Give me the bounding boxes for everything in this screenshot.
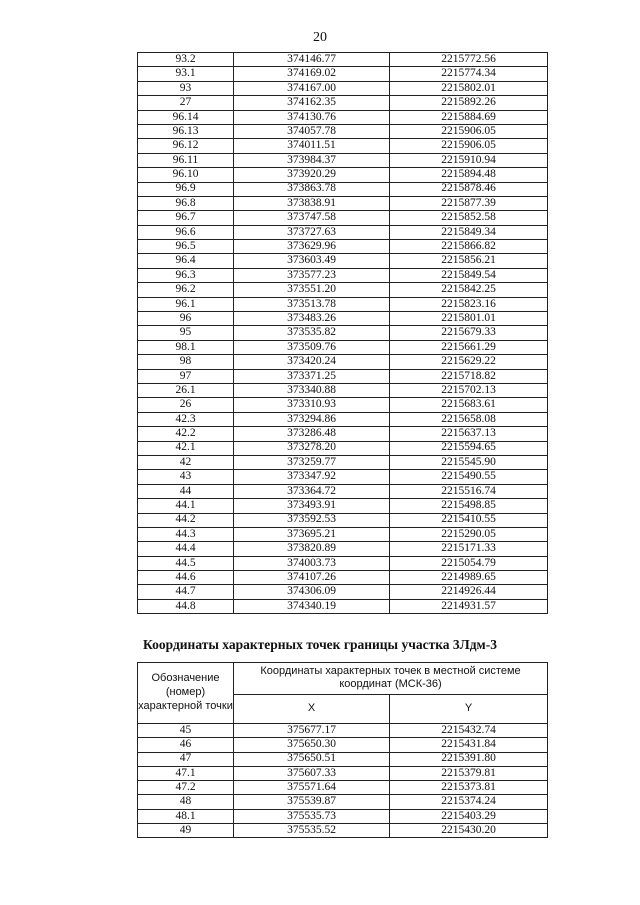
- table-row: [138, 326, 548, 340]
- point-id-cell: 96.10: [138, 168, 234, 182]
- y-coordinate-cell: 2215774.34: [390, 67, 548, 81]
- point-id-cell: 96.2: [138, 283, 234, 297]
- y-coordinate-cell: 2215594.65: [390, 441, 548, 455]
- table-row: [138, 484, 548, 498]
- table-row: [138, 211, 548, 225]
- y-coordinate-cell: 2215894.48: [390, 168, 548, 182]
- y-coordinate-cell: 2215878.46: [390, 182, 548, 196]
- table-row: [138, 340, 548, 354]
- y-coordinate-cell: 2215802.01: [390, 81, 548, 95]
- x-coordinate-cell: 374146.77: [234, 53, 390, 67]
- table-row: [138, 67, 548, 81]
- table-row: [138, 781, 548, 795]
- table-row: [138, 196, 548, 210]
- table-row: [138, 124, 548, 138]
- x-coordinate-cell: 373278.20: [234, 441, 390, 455]
- x-coordinate-cell: 373364.72: [234, 484, 390, 498]
- y-coordinate-cell: 2215379.81: [390, 766, 548, 780]
- x-coordinate-cell: 375607.33: [234, 766, 390, 780]
- x-coordinate-cell: 373483.26: [234, 312, 390, 326]
- x-coordinate-cell: 374167.00: [234, 81, 390, 95]
- table-row: [138, 441, 548, 455]
- point-id-cell: 96.14: [138, 110, 234, 124]
- point-id-cell: 96: [138, 312, 234, 326]
- coordinates-table-body: [138, 724, 548, 838]
- x-coordinate-cell: 373577.23: [234, 268, 390, 282]
- point-id-cell: 96.13: [138, 124, 234, 138]
- y-coordinate-cell: 2215403.29: [390, 809, 548, 823]
- coordinates-table-3ldm-3: [137, 662, 548, 838]
- point-id-cell: 48.1: [138, 809, 234, 823]
- coordinates-table-body: [138, 53, 548, 614]
- point-id-cell: 47.1: [138, 766, 234, 780]
- x-coordinate-cell: 373371.25: [234, 369, 390, 383]
- point-id-cell: 42.3: [138, 412, 234, 426]
- y-coordinate-cell: 2215866.82: [390, 240, 548, 254]
- point-id-cell: 44.7: [138, 585, 234, 599]
- point-id-cell: 44.1: [138, 499, 234, 513]
- point-id-cell: 27: [138, 96, 234, 110]
- table-row: [138, 398, 548, 412]
- table-row: [138, 268, 548, 282]
- x-coordinate-cell: 373695.21: [234, 527, 390, 541]
- table-row: [138, 556, 548, 570]
- point-id-cell: 98.1: [138, 340, 234, 354]
- point-id-cell: 47.2: [138, 781, 234, 795]
- table-row: [138, 96, 548, 110]
- header-coordinates-system: Координаты характерных точек в местной системе координат (МСК-36): [234, 663, 548, 695]
- y-coordinate-cell: 2214989.65: [390, 571, 548, 585]
- x-coordinate-cell: 375539.87: [234, 795, 390, 809]
- x-coordinate-cell: 373493.91: [234, 499, 390, 513]
- table-row: [138, 455, 548, 469]
- table-row: [138, 369, 548, 383]
- x-coordinate-cell: 375650.30: [234, 738, 390, 752]
- x-coordinate-cell: 374107.26: [234, 571, 390, 585]
- x-coordinate-cell: 373310.93: [234, 398, 390, 412]
- x-coordinate-cell: 373747.58: [234, 211, 390, 225]
- point-id-cell: 44.2: [138, 513, 234, 527]
- y-coordinate-cell: 2215856.21: [390, 254, 548, 268]
- table-row: [138, 585, 548, 599]
- point-id-cell: 96.5: [138, 240, 234, 254]
- x-coordinate-cell: 373340.88: [234, 383, 390, 397]
- y-coordinate-cell: 2215892.26: [390, 96, 548, 110]
- y-coordinate-cell: 2215545.90: [390, 455, 548, 469]
- table-row: [138, 240, 548, 254]
- y-coordinate-cell: 2215884.69: [390, 110, 548, 124]
- point-id-cell: 42.2: [138, 427, 234, 441]
- point-id-cell: 26.1: [138, 383, 234, 397]
- x-coordinate-cell: 373984.37: [234, 153, 390, 167]
- table-row: [138, 355, 548, 369]
- table-row: [138, 571, 548, 585]
- y-coordinate-cell: 2215906.05: [390, 124, 548, 138]
- table-row: [138, 499, 548, 513]
- y-coordinate-cell: 2215679.33: [390, 326, 548, 340]
- header-x: X: [234, 694, 390, 723]
- x-coordinate-cell: 374306.09: [234, 585, 390, 599]
- y-coordinate-cell: 2215431.84: [390, 738, 548, 752]
- y-coordinate-cell: 2215410.55: [390, 513, 548, 527]
- x-coordinate-cell: 375535.73: [234, 809, 390, 823]
- y-coordinate-cell: 2215661.29: [390, 340, 548, 354]
- y-coordinate-cell: 2214931.57: [390, 599, 548, 613]
- table-row: [138, 513, 548, 527]
- point-id-cell: 96.11: [138, 153, 234, 167]
- table-row: [138, 225, 548, 239]
- y-coordinate-cell: 2215498.85: [390, 499, 548, 513]
- point-id-cell: 42: [138, 455, 234, 469]
- y-coordinate-cell: 2215702.13: [390, 383, 548, 397]
- point-id-cell: 44.4: [138, 542, 234, 556]
- y-coordinate-cell: 2215683.61: [390, 398, 548, 412]
- point-id-cell: 47: [138, 752, 234, 766]
- x-coordinate-cell: 373347.92: [234, 470, 390, 484]
- point-id-cell: 43: [138, 470, 234, 484]
- table-row: [138, 599, 548, 613]
- x-coordinate-cell: 374169.02: [234, 67, 390, 81]
- point-id-cell: 44.6: [138, 571, 234, 585]
- x-coordinate-cell: 373535.82: [234, 326, 390, 340]
- table-row: [138, 110, 548, 124]
- table-row: [138, 542, 548, 556]
- x-coordinate-cell: 373629.96: [234, 240, 390, 254]
- x-coordinate-cell: 375535.52: [234, 824, 390, 838]
- point-id-cell: 45: [138, 724, 234, 738]
- point-id-cell: 93: [138, 81, 234, 95]
- table-row: [138, 297, 548, 311]
- point-id-cell: 96.6: [138, 225, 234, 239]
- point-id-cell: 44: [138, 484, 234, 498]
- table-row: [138, 795, 548, 809]
- y-coordinate-cell: 2215910.94: [390, 153, 548, 167]
- table-row: [138, 738, 548, 752]
- x-coordinate-cell: 373551.20: [234, 283, 390, 297]
- x-coordinate-cell: 374011.51: [234, 139, 390, 153]
- y-coordinate-cell: 2215432.74: [390, 724, 548, 738]
- table-row: [138, 139, 548, 153]
- y-coordinate-cell: 2215171.33: [390, 542, 548, 556]
- y-coordinate-cell: 2215629.22: [390, 355, 548, 369]
- table-row: [138, 766, 548, 780]
- point-id-cell: 26: [138, 398, 234, 412]
- point-id-cell: 49: [138, 824, 234, 838]
- y-coordinate-cell: 2215637.13: [390, 427, 548, 441]
- x-coordinate-cell: 374340.19: [234, 599, 390, 613]
- y-coordinate-cell: 2215849.54: [390, 268, 548, 282]
- point-id-cell: 46: [138, 738, 234, 752]
- x-coordinate-cell: 373727.63: [234, 225, 390, 239]
- y-coordinate-cell: 2215391.80: [390, 752, 548, 766]
- coordinates-table-continued: [137, 52, 548, 614]
- point-id-cell: 44.8: [138, 599, 234, 613]
- table-row: [138, 283, 548, 297]
- header-point-designation: Обозначение (номер) характерной точки: [138, 663, 234, 724]
- y-coordinate-cell: 2215373.81: [390, 781, 548, 795]
- table-row: [138, 724, 548, 738]
- x-coordinate-cell: 374162.35: [234, 96, 390, 110]
- header-y: Y: [390, 694, 548, 723]
- x-coordinate-cell: 373513.78: [234, 297, 390, 311]
- table-row: [138, 254, 548, 268]
- table-row: [138, 752, 548, 766]
- y-coordinate-cell: 2215054.79: [390, 556, 548, 570]
- point-id-cell: 42.1: [138, 441, 234, 455]
- y-coordinate-cell: 2215374.24: [390, 795, 548, 809]
- point-id-cell: 97: [138, 369, 234, 383]
- y-coordinate-cell: 2215842.25: [390, 283, 548, 297]
- table-header-row: [138, 663, 548, 695]
- point-id-cell: 96.4: [138, 254, 234, 268]
- point-id-cell: 48: [138, 795, 234, 809]
- y-coordinate-cell: 2214926.44: [390, 585, 548, 599]
- table-row: [138, 153, 548, 167]
- x-coordinate-cell: 373838.91: [234, 196, 390, 210]
- y-coordinate-cell: 2215823.16: [390, 297, 548, 311]
- x-coordinate-cell: 374130.76: [234, 110, 390, 124]
- x-coordinate-cell: 373592.53: [234, 513, 390, 527]
- page-number: 20: [313, 30, 327, 45]
- x-coordinate-cell: 373603.49: [234, 254, 390, 268]
- table-row: [138, 412, 548, 426]
- point-id-cell: 44.5: [138, 556, 234, 570]
- x-coordinate-cell: 375650.51: [234, 752, 390, 766]
- y-coordinate-cell: 2215801.01: [390, 312, 548, 326]
- table-row: [138, 809, 548, 823]
- y-coordinate-cell: 2215849.34: [390, 225, 548, 239]
- x-coordinate-cell: 375571.64: [234, 781, 390, 795]
- point-id-cell: 96.8: [138, 196, 234, 210]
- point-id-cell: 96.12: [138, 139, 234, 153]
- y-coordinate-cell: 2215290.05: [390, 527, 548, 541]
- section-title: Координаты характерных точек границы участка 3Лдм-3: [143, 637, 497, 652]
- point-id-cell: 96.9: [138, 182, 234, 196]
- point-id-cell: 95: [138, 326, 234, 340]
- point-id-cell: 96.1: [138, 297, 234, 311]
- table-row: [138, 182, 548, 196]
- point-id-cell: 44.3: [138, 527, 234, 541]
- x-coordinate-cell: 373509.76: [234, 340, 390, 354]
- x-coordinate-cell: 373294.86: [234, 412, 390, 426]
- y-coordinate-cell: 2215852.58: [390, 211, 548, 225]
- table-row: [138, 81, 548, 95]
- table-row: [138, 168, 548, 182]
- x-coordinate-cell: 373420.24: [234, 355, 390, 369]
- table-row: [138, 470, 548, 484]
- y-coordinate-cell: 2215877.39: [390, 196, 548, 210]
- x-coordinate-cell: 373259.77: [234, 455, 390, 469]
- y-coordinate-cell: 2215906.05: [390, 139, 548, 153]
- x-coordinate-cell: 373820.89: [234, 542, 390, 556]
- x-coordinate-cell: 374057.78: [234, 124, 390, 138]
- table-row: [138, 824, 548, 838]
- point-id-cell: 96.3: [138, 268, 234, 282]
- y-coordinate-cell: 2215658.08: [390, 412, 548, 426]
- y-coordinate-cell: 2215490.55: [390, 470, 548, 484]
- y-coordinate-cell: 2215430.20: [390, 824, 548, 838]
- x-coordinate-cell: 373863.78: [234, 182, 390, 196]
- x-coordinate-cell: 373286.48: [234, 427, 390, 441]
- y-coordinate-cell: 2215772.56: [390, 53, 548, 67]
- y-coordinate-cell: 2215516.74: [390, 484, 548, 498]
- x-coordinate-cell: 374003.73: [234, 556, 390, 570]
- point-id-cell: 93.1: [138, 67, 234, 81]
- y-coordinate-cell: 2215718.82: [390, 369, 548, 383]
- table-row: [138, 527, 548, 541]
- table-row: [138, 427, 548, 441]
- table-row: [138, 383, 548, 397]
- point-id-cell: 93.2: [138, 53, 234, 67]
- x-coordinate-cell: 373920.29: [234, 168, 390, 182]
- x-coordinate-cell: 375677.17: [234, 724, 390, 738]
- table-row: [138, 312, 548, 326]
- point-id-cell: 98: [138, 355, 234, 369]
- point-id-cell: 96.7: [138, 211, 234, 225]
- table-row: [138, 53, 548, 67]
